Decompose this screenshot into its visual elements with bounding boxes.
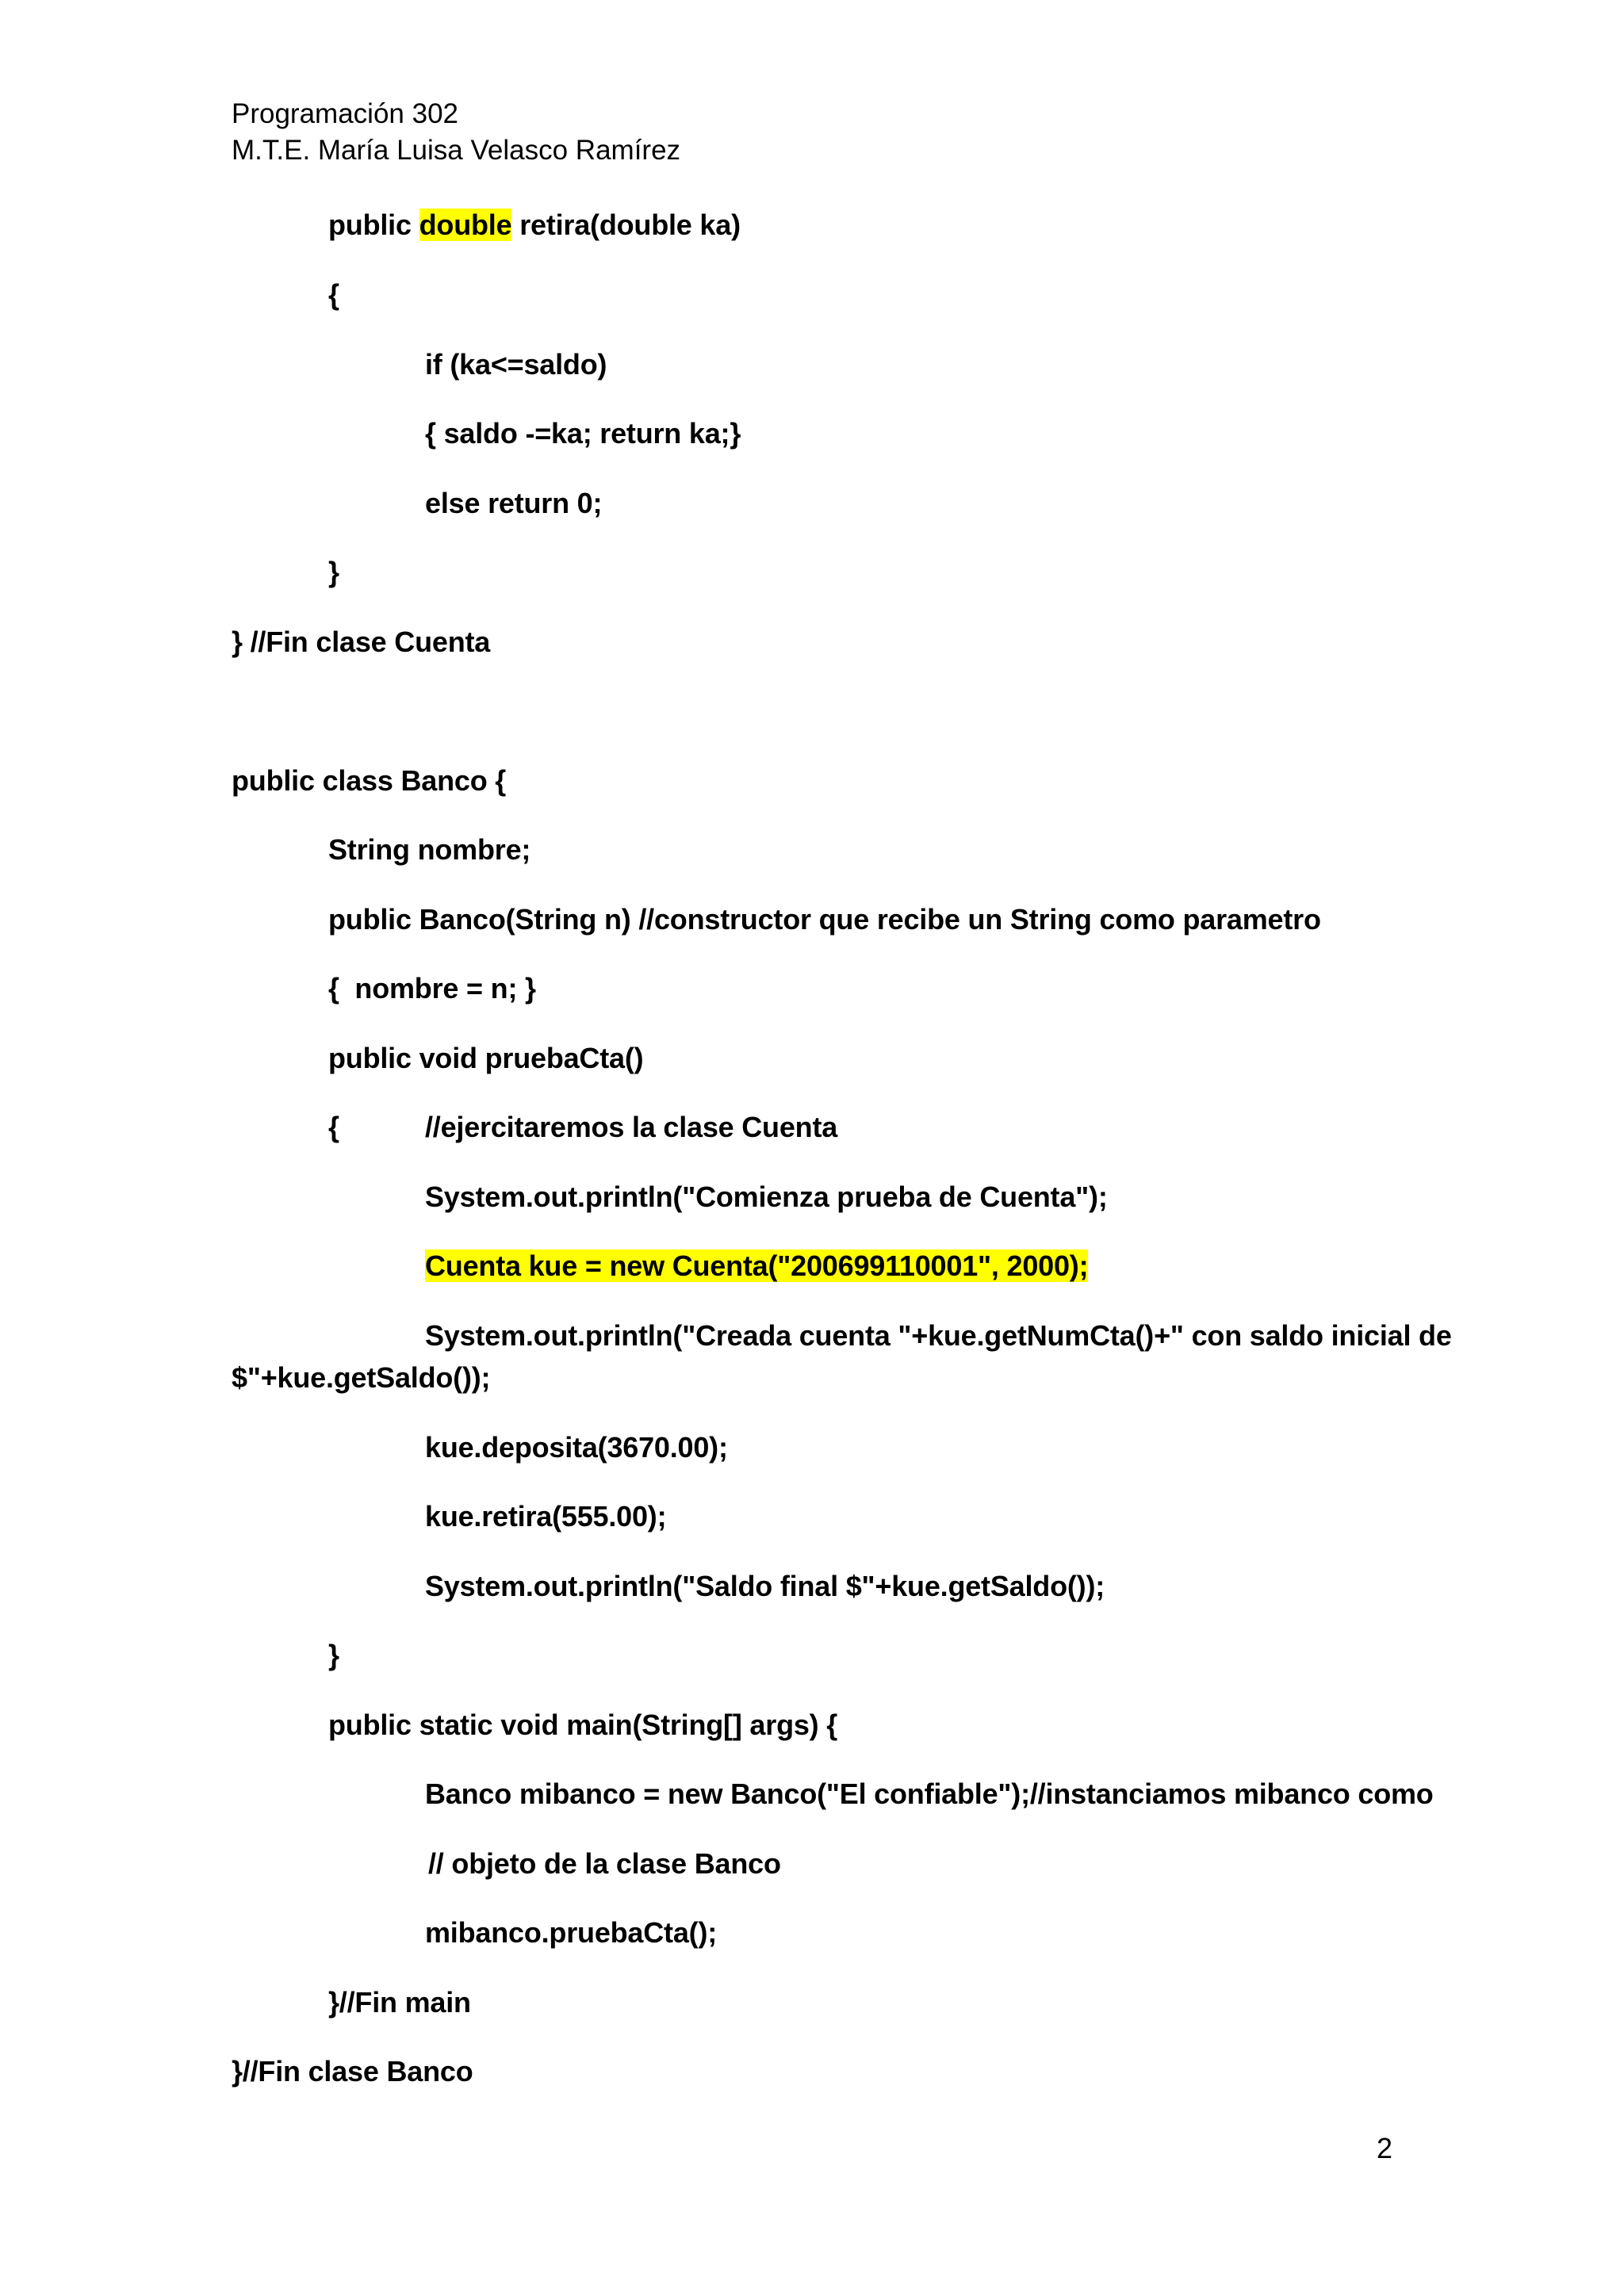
code-line: { nombre = n; } [328, 972, 536, 1004]
page-number: 2 [1377, 2132, 1393, 2164]
code-line: else return 0; [425, 487, 603, 519]
code-line-wrap: $"+kue.getSaldo()); [232, 1361, 491, 1394]
code-line: { [328, 278, 339, 311]
code-line: public class Banco { [232, 764, 507, 797]
highlighted-keyword: double [419, 209, 512, 241]
code-line: } [328, 556, 339, 588]
code-line: public Banco(String n) //constructor que recibe un String como parametro [328, 903, 1321, 936]
code-line: public void pruebaCta() [328, 1042, 644, 1074]
code-line: public static void main(String[] args) { [328, 1709, 838, 1741]
code-comment: //ejercitaremos la clase Cuenta [425, 1111, 838, 1143]
code-line-retira-signature [328, 208, 741, 243]
code-line: kue.deposita(3670.00); [425, 1431, 728, 1464]
code-text: retira(double ka) [511, 209, 741, 241]
code-line: System.out.println("Saldo final $"+kue.getSaldo()); [425, 1570, 1105, 1602]
code-line: { saldo -=ka; return ka;} [425, 417, 741, 450]
code-comment: // objeto de la clase Banco [428, 1847, 781, 1880]
header-author: M.T.E. María Luisa Velasco Ramírez [232, 135, 681, 166]
code-line: }//Fin main [328, 1986, 471, 2019]
code-line: System.out.println("Creada cuenta "+kue.getNumCta()+" con saldo inicial de [425, 1319, 1452, 1352]
code-line: { [328, 1111, 339, 1143]
highlighted-statement: Cuenta kue = new Cuenta("200699110001", 2000); [425, 1249, 1089, 1282]
code-line: }//Fin clase Banco [232, 2055, 473, 2087]
code-text: public [328, 209, 419, 241]
code-line-highlighted [425, 1249, 1088, 1284]
code-line: if (ka<=saldo) [425, 348, 607, 381]
code-line: Banco mibanco = new Banco("El confiable");//instanciamos mibanco como [425, 1777, 1434, 1810]
code-line: kue.retira(555.00); [425, 1500, 667, 1533]
header-course: Programación 302 [232, 98, 458, 129]
code-line: mibanco.pruebaCta(); [425, 1916, 718, 1949]
code-line: String nombre; [328, 833, 531, 866]
code-line: } [328, 1639, 339, 1671]
code-line: System.out.println("Comienza prueba de Cuenta"); [425, 1181, 1108, 1213]
code-line: } //Fin clase Cuenta [232, 626, 491, 658]
